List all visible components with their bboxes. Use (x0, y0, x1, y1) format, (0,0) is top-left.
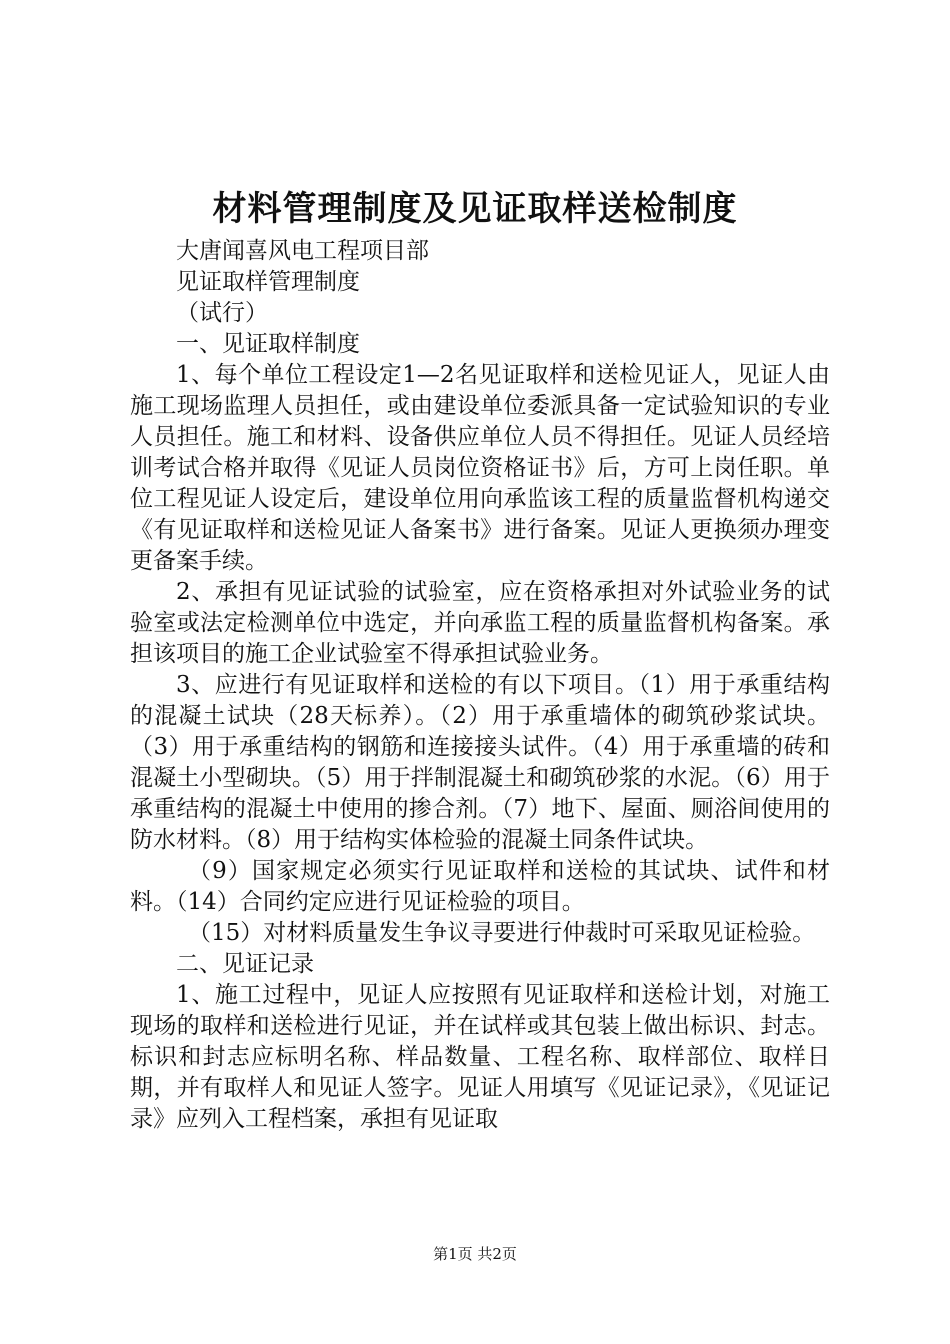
paragraph-1: 1、每个单位工程设定1—2名见证取样和送检见证人，见证人由施工现场监理人员担任，或由建设单位委派具备一定试验知识的专业人员担任。施工和材料、设备供应单位人员不得担任。见证人员经培训考试合格并取得《见证人员岗位资格证书》后，方可上岗任职。单位工程见证人设定后，建设单位用向承监该工程的质量监督机构递交《有见证取样和送检见证人备案书》进行备案。见证人更换须办理变更备案手续。 (130, 362, 830, 574)
document-body (130, 236, 830, 1135)
section-heading-2: 二、见证记录 (176, 951, 314, 977)
trial-line: （试行） (176, 300, 268, 326)
paragraph-6: 1、施工过程中，见证人应按照有见证取样和送检计划，对施工现场的取样和送检进行见证，并在试样或其包装上做出标识、封志。标识和封志应标明名称、样品数量、工程名称、取样部位、取样日期，并有取样人和见证人签字。见证人用填写《见证记录》，《见证记录》应列入工程档案，承担有见证取 (130, 982, 830, 1132)
page-footer: 第1页 共2页 (433, 1245, 517, 1263)
document-title: 材料管理制度及见证取样送检制度 (212, 189, 738, 229)
subtitle-line: 见证取样管理制度 (176, 269, 360, 295)
paragraph-4: （9）国家规定必须实行见证取样和送检的其试块、试件和材料。（14）合同约定应进行见证检验的项目。 (130, 858, 830, 915)
org-line: 大唐闻喜风电工程项目部 (176, 238, 429, 264)
paragraph-5: （15）对材料质量发生争议寻要进行仲裁时可采取见证检验。 (188, 920, 816, 946)
paragraph-3: 3、应进行有见证取样和送检的有以下项目。（1）用于承重结构的混凝土试块（28天标养）。（2）用于承重墙体的砌筑砂浆试块。（3）用于承重结构的钢筋和连接接头试件。（4）用于承重墙的砖和混凝土小型砌块。（5）用于拌制混凝土和砌筑砂浆的水泥。（6）用于承重结构的混凝土中使用的掺合剂。（7）地下、屋面、厕浴间使用的防水材料。（8）用于结构实体检验的混凝土同条件试块。 (130, 672, 830, 853)
paragraph-2: 2、承担有见证试验的试验室，应在资格承担对外试验业务的试验室或法定检测单位中选定，并向承监工程的质量监督机构备案。承担该项目的施工企业试验室不得承担试验业务。 (130, 579, 830, 667)
section-heading-1: 一、见证取样制度 (176, 331, 360, 357)
